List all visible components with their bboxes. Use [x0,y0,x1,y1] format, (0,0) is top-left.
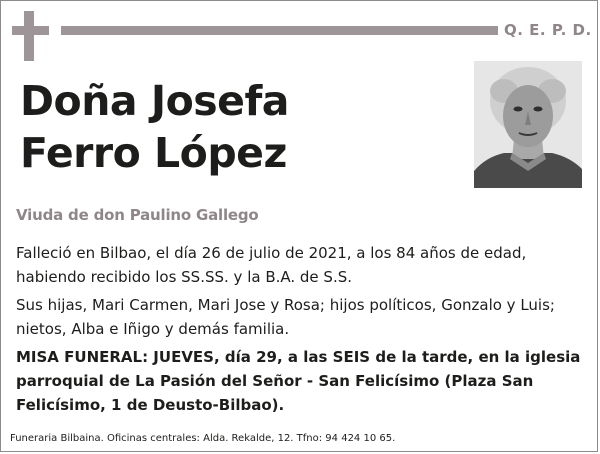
qepd-label: Q. E. P. D. [504,21,592,39]
deceased-name [20,75,289,179]
funeral-home-footer: Funeraria Bilbaina. Oficinas centrales: Alda. Rekalde, 12. Tfno: 94 424 10 65. [10,433,396,444]
name-line-1: Doña Josefa [20,77,289,125]
deceased-subtitle: Viuda de don Paulino Gallego [16,206,259,224]
cross-icon [24,11,34,61]
family-paragraph: Sus hijas, Mari Carmen, Mari Jose y Rosa; hijos políticos, Gonzalo y Luis; nietos, Alba e Iñigo y demás familia. [16,296,555,338]
obituary-body [16,241,591,421]
cross-icon-bar [12,26,49,35]
funeral-mass-paragraph: MISA FUNERAL: JUEVES, día 29, a las SEIS de la tarde, en la iglesia parroquial de La Pasión del Señor - San Felicísimo (Plaza San Felicísimo, 1 de Deusto-Bilbao). [16,348,581,414]
death-notice-paragraph: Falleció en Bilbao, el día 26 de julio de 2021, a los 84 años de edad, habiendo recibido los SS.SS. y la B.A. de S.S. [16,244,527,286]
name-line-2: Ferro López [20,129,287,177]
portrait-photo [474,61,582,188]
header-divider [61,26,498,35]
